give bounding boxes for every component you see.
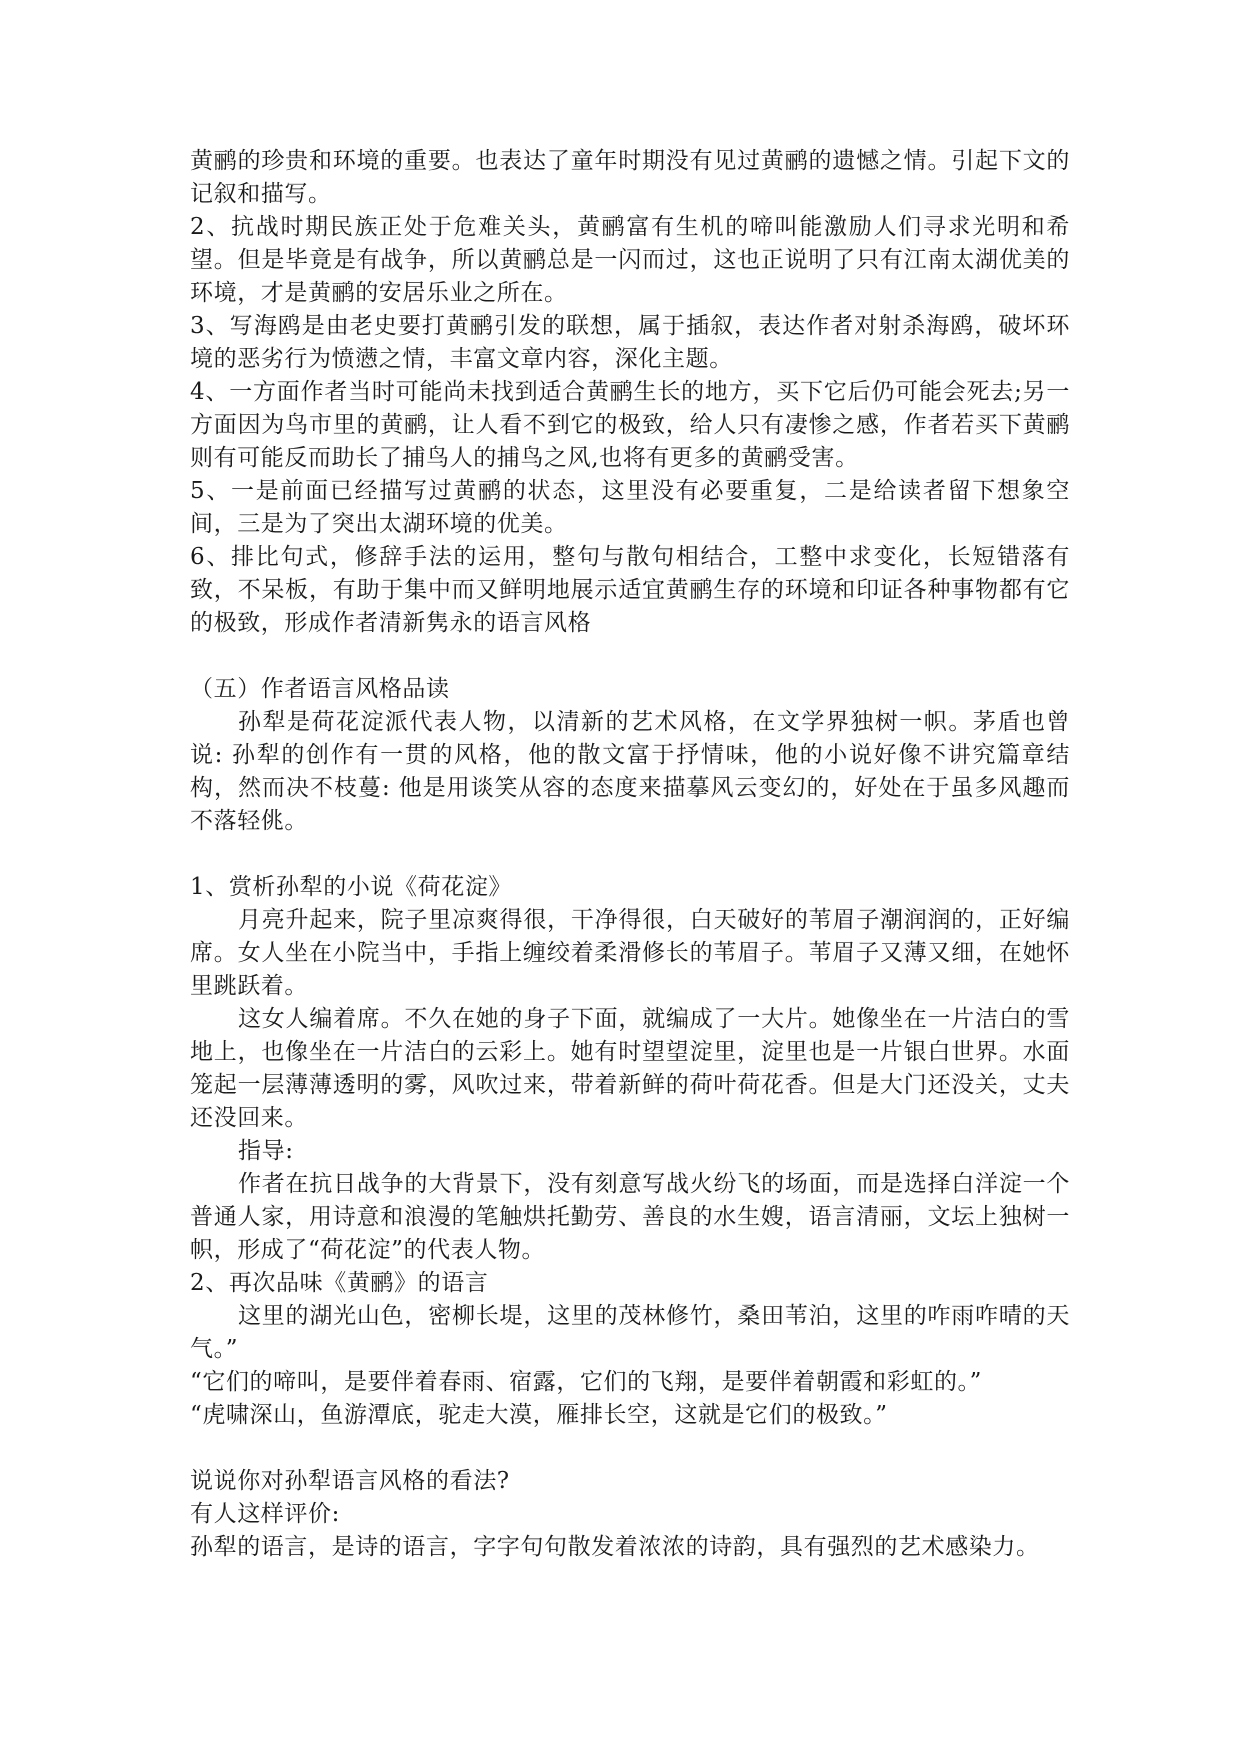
item-1-heading: 1、赏析孙犁的小说《荷花淀》: [190, 874, 513, 900]
answer-4: 4、一方面作者当时可能尚未找到适合黄鹂生长的地方，买下它后仍可能会死去;另一方面因为鸟市里的黄鹂，让人看不到它的极致，给人只有凄惨之感，作者若买下黄鹂则有可能反而助长了捕鸟人的捕鸟之风,也将有更多的黄鹂受害。: [190, 379, 1070, 471]
spacer: [190, 1432, 1070, 1465]
closing-comment: 孙犁的语言，是诗的语言，字字句句散发着浓浓的诗韵，具有强烈的艺术感染力。: [190, 1534, 1040, 1560]
section-5-heading: （五）作者语言风格品读: [190, 676, 450, 702]
document-body: [190, 145, 1070, 1564]
item-2-heading: 2、再次品味《黄鹂》的语言: [190, 1270, 489, 1296]
spacer: [190, 838, 1070, 871]
answer-6: 6、排比句式，修辞手法的运用，整句与散句相结合，工整中求变化，长短错落有致，不呆板，有助于集中而又鲜明地展示适宜黄鹂生存的环境和印证各种事物都有它的极致，形成作者清新隽永的语言风格: [190, 544, 1070, 636]
item-1-excerpt-2: 这女人编着席。不久在她的身子下面，就编成了一大片。她像坐在一片洁白的雪地上，也像坐在一片洁白的云彩上。她有时望望淀里，淀里也是一片银白世界。水面笼起一层薄薄透明的雾，风吹过来，带着新鲜的荷叶荷花香。但是大门还没关，丈夫还没回来。: [190, 1006, 1070, 1131]
closing-lead: 有人这样评价:: [190, 1501, 340, 1527]
item-2-quote-1: “它们的啼叫，是要伴着春雨、宿露，它们的飞翔，是要伴着朝霞和彩虹的。”: [190, 1369, 983, 1395]
item-1-guide: 作者在抗日战争的大背景下，没有刻意写战火纷飞的场面，而是选择白洋淀一个普通人家，用诗意和浪漫的笔触烘托勤劳、善良的水生嫂，语言清丽，文坛上独树一帜，形成了“荷花淀”的代表人物。: [190, 1171, 1070, 1263]
spacer: [190, 640, 1070, 673]
item-2-excerpt: 这里的湖光山色，密柳长堤，这里的茂林修竹，桑田苇泊，这里的咋雨咋晴的天气。”: [190, 1303, 1070, 1362]
answer-2: 2、抗战时期民族正处于危难关头，黄鹂富有生机的啼叫能激励人们寻求光明和希望。但是毕竟是有战争，所以黄鹂总是一闪而过，这也正说明了只有江南太湖优美的环境，才是黄鹂的安居乐业之所在。: [190, 214, 1070, 306]
closing-question: 说说你对孙犁语言风格的看法?: [190, 1468, 510, 1494]
item-2-quote-2: “虎啸深山，鱼游潭底，驼走大漠，雁排长空，这就是它们的极致。”: [190, 1402, 888, 1428]
answer-5: 5、一是前面已经描写过黄鹂的状态，这里没有必要重复，二是给读者留下想象空间，三是为了突出太湖环境的优美。: [190, 478, 1070, 537]
answer-3: 3、写海鸥是由老史要打黄鹂引发的联想，属于插叙，表达作者对射杀海鸥，破坏环境的恶劣行为愤懑之情，丰富文章内容，深化主题。: [190, 313, 1070, 372]
item-1-excerpt-1: 月亮升起来，院子里凉爽得很，干净得很，白天破好的苇眉子潮润润的，正好编席。女人坐在小院当中，手指上缠绞着柔滑修长的苇眉子。苇眉子又薄又细，在她怀里跳跃着。: [190, 907, 1070, 999]
answer-intro: 黄鹂的珍贵和环境的重要。也表达了童年时期没有见过黄鹂的遗憾之情。引起下文的记叙和描写。: [190, 148, 1070, 207]
section-5-intro: 孙犁是荷花淀派代表人物，以清新的艺术风格，在文学界独树一帜。茅盾也曾说: 孙犁的创作有一贯的风格，他的散文富于抒情味，他的小说好像不讲究篇章结构，然而决不枝蔓: 他是用谈笑从容的态度来描摹风云变幻的，好处在于虽多风趣而不落轻佻。: [190, 709, 1070, 834]
item-1-guide-label: 指导:: [238, 1138, 294, 1164]
